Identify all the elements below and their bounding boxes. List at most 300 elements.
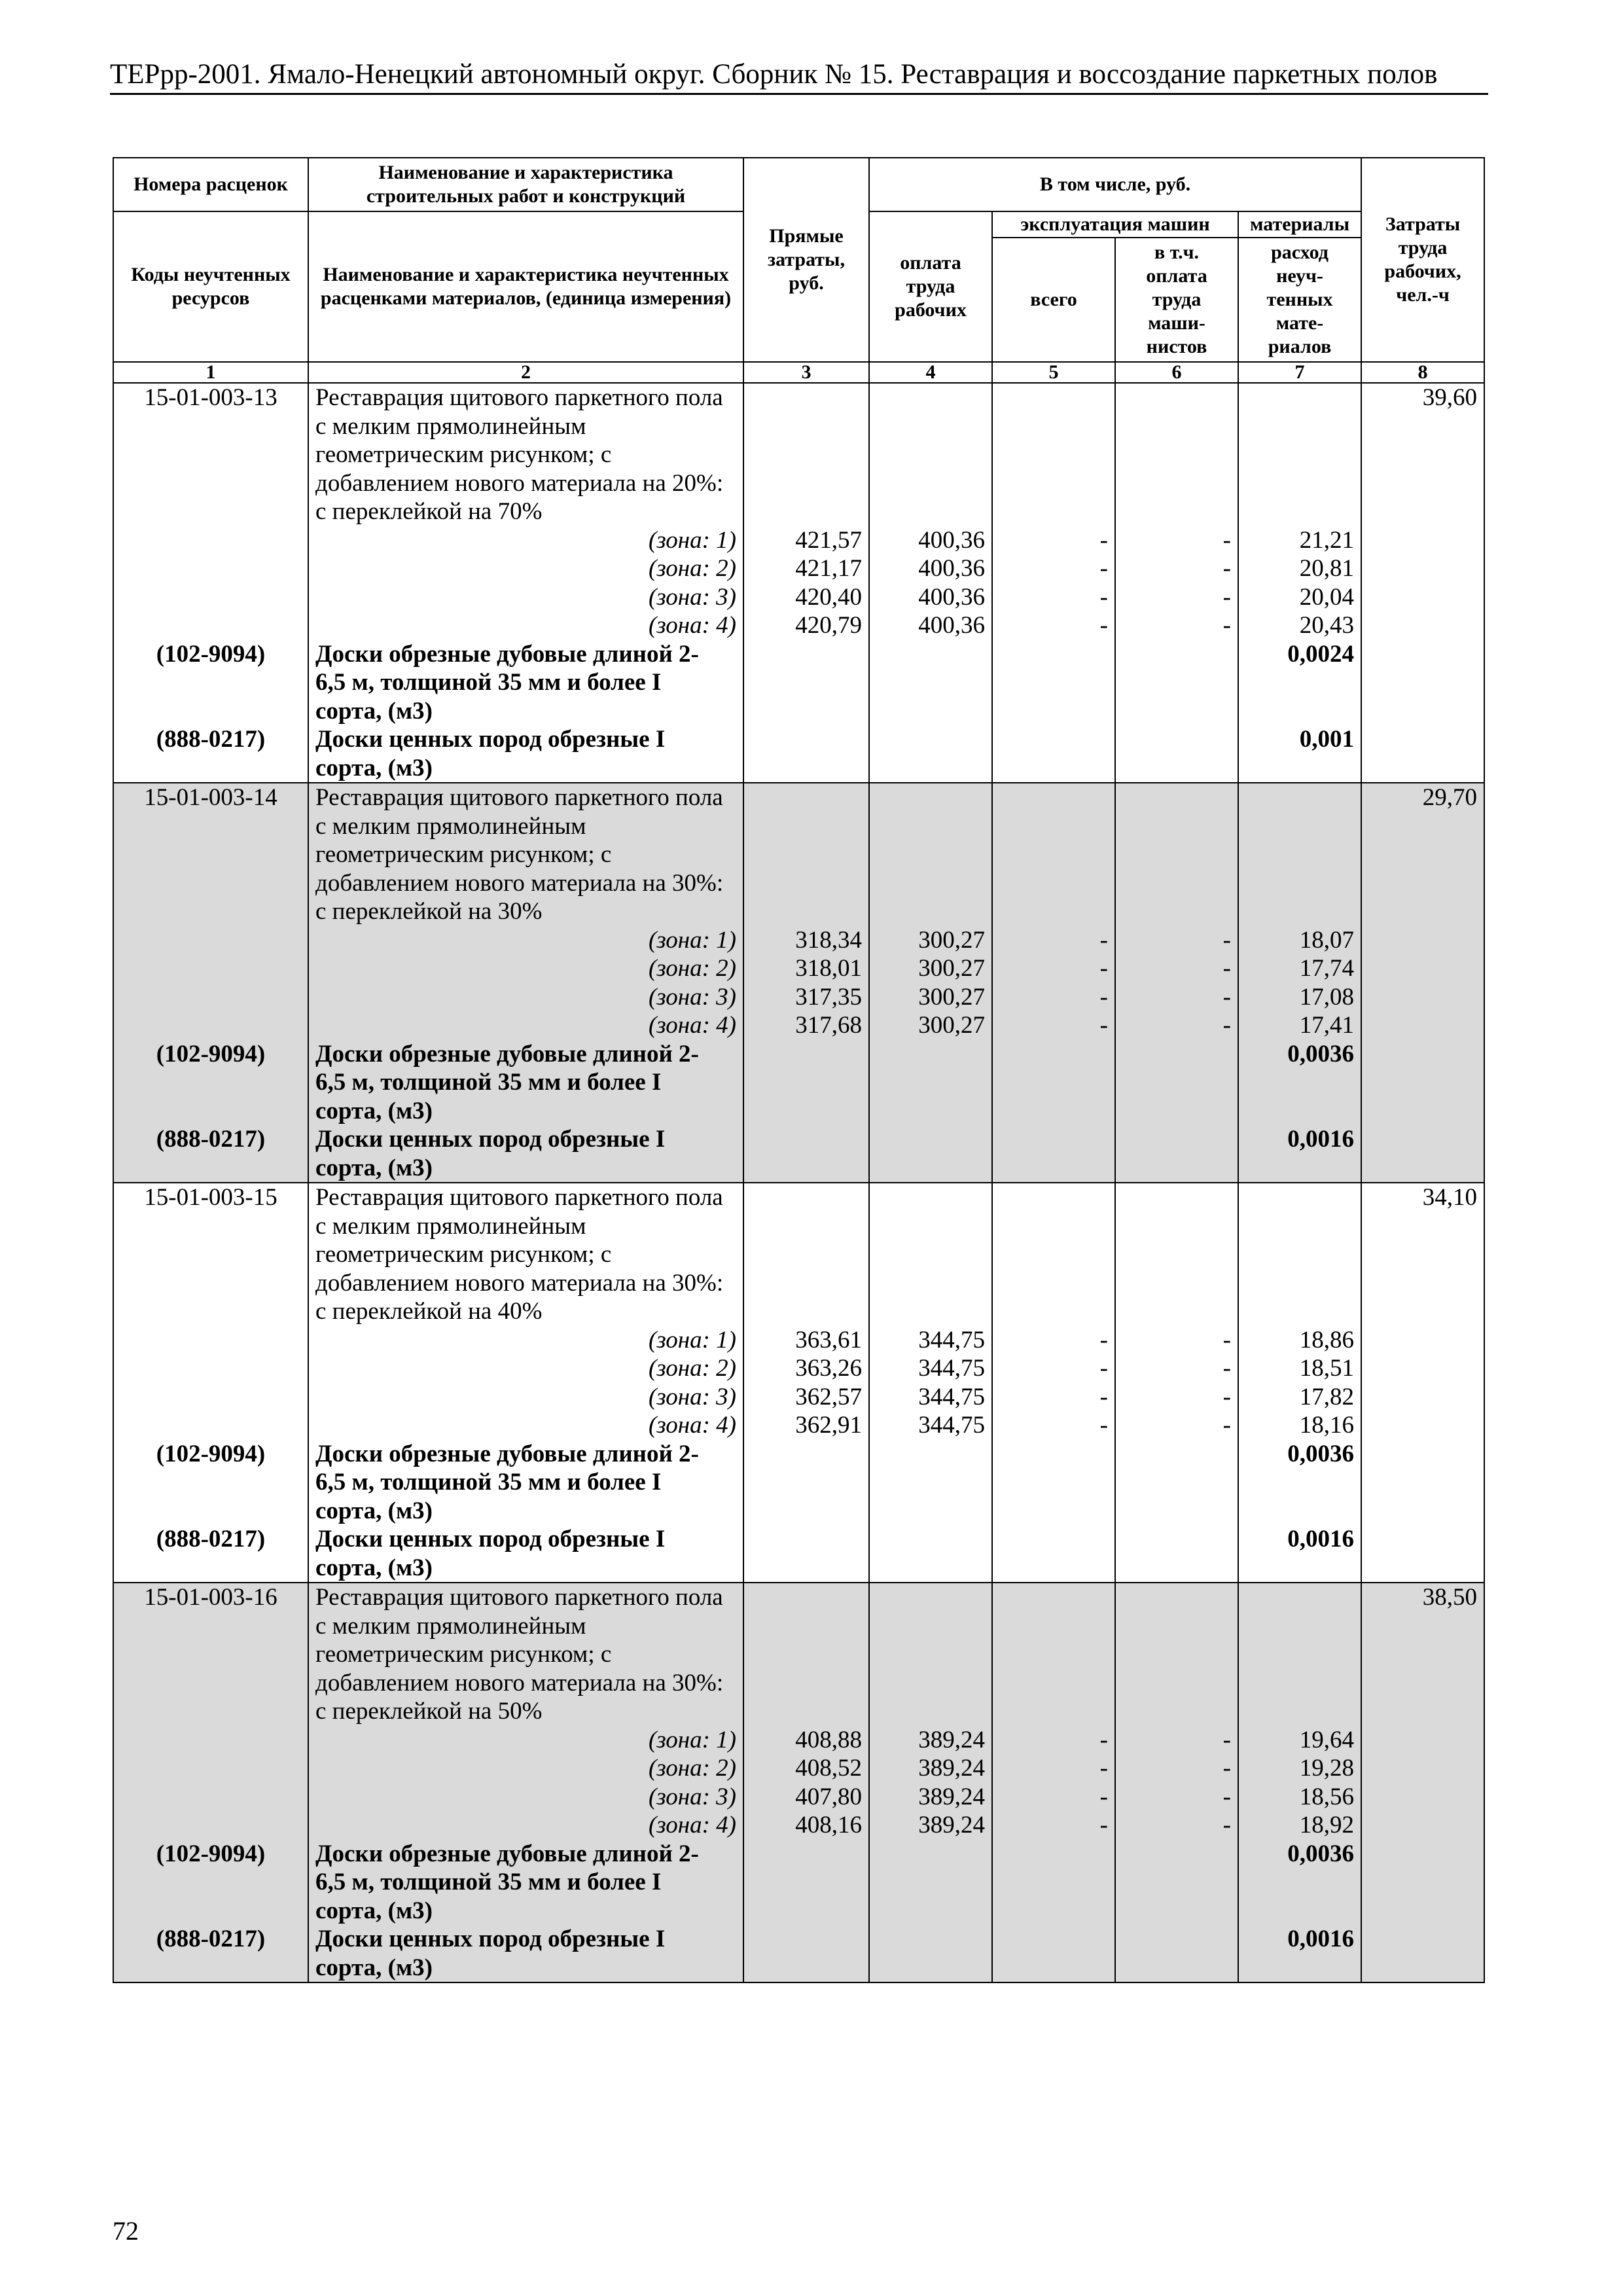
table-header	[113, 158, 1484, 383]
rate-description-line: геометрическим рисунком; с	[308, 840, 743, 869]
table-row	[113, 1669, 1484, 1698]
empty-cell	[1361, 1383, 1484, 1412]
materials: 17,41	[1238, 1011, 1361, 1040]
empty-cell	[1238, 840, 1361, 869]
materials: 18,86	[1238, 1326, 1361, 1355]
empty-cell	[992, 1925, 1115, 1954]
table-row	[113, 497, 1484, 526]
empty-cell	[992, 1440, 1115, 1469]
empty-cell	[113, 1612, 308, 1641]
table-row	[113, 1612, 1484, 1641]
empty-cell	[1115, 1669, 1238, 1698]
zone-row	[113, 1754, 1484, 1783]
empty-cell	[992, 1954, 1115, 1983]
resource-consumption: 0,0036	[1238, 1040, 1361, 1069]
machines-total: -	[992, 526, 1115, 555]
direct-costs: 421,17	[743, 554, 869, 583]
zone-row	[113, 954, 1484, 983]
empty-cell	[1115, 840, 1238, 869]
resource-name-line: сорта, (м3)	[308, 1897, 743, 1926]
resource-name-line: сорта, (м3)	[308, 1554, 743, 1583]
empty-cell	[992, 1068, 1115, 1097]
empty-cell	[1115, 640, 1238, 669]
column-number: 2	[308, 362, 743, 383]
empty-cell	[113, 1640, 308, 1669]
empty-cell	[1361, 440, 1484, 469]
empty-cell	[113, 1954, 308, 1983]
rate-code: 15-01-003-16	[113, 1583, 308, 1612]
direct-costs: 408,16	[743, 1811, 869, 1840]
resource-row	[113, 640, 1484, 669]
empty-cell	[1115, 1583, 1238, 1612]
empty-cell	[992, 1612, 1115, 1641]
rates-table	[113, 157, 1485, 1983]
empty-cell	[869, 1212, 992, 1241]
empty-cell	[113, 697, 308, 726]
empty-cell	[1361, 1640, 1484, 1669]
empty-cell	[1115, 1068, 1238, 1097]
zone-label: (зона: 3)	[308, 983, 743, 1012]
empty-cell	[1115, 697, 1238, 726]
empty-cell	[1238, 1297, 1361, 1326]
empty-cell	[743, 697, 869, 726]
materials: 18,56	[1238, 1783, 1361, 1812]
resource-row	[113, 1497, 1484, 1526]
resource-consumption: 0,0016	[1238, 1525, 1361, 1554]
resource-row	[113, 1840, 1484, 1869]
empty-cell	[1238, 1240, 1361, 1269]
empty-cell	[869, 412, 992, 441]
empty-cell	[869, 440, 992, 469]
direct-costs: 420,79	[743, 611, 869, 640]
empty-cell	[113, 554, 308, 583]
empty-cell	[1361, 1811, 1484, 1840]
direct-costs: 363,26	[743, 1354, 869, 1383]
materials: 18,51	[1238, 1354, 1361, 1383]
empty-cell	[743, 1240, 869, 1269]
empty-cell	[869, 1697, 992, 1726]
empty-cell	[1115, 1183, 1238, 1212]
materials: 20,04	[1238, 583, 1361, 612]
resource-row	[113, 1954, 1484, 1983]
empty-cell	[1115, 1440, 1238, 1469]
empty-cell	[869, 640, 992, 669]
resource-name-line: 6,5 м, толщиной 35 мм и более I	[308, 668, 743, 697]
resource-row	[113, 1925, 1484, 1954]
materials: 17,74	[1238, 954, 1361, 983]
zone-label: (зона: 2)	[308, 954, 743, 983]
resource-name-line: сорта, (м3)	[308, 1954, 743, 1983]
resource-row	[113, 1868, 1484, 1897]
empty-cell	[1115, 1497, 1238, 1526]
machinist-pay: -	[1115, 1754, 1238, 1783]
empty-cell	[1115, 1212, 1238, 1241]
empty-cell	[1361, 583, 1484, 612]
empty-cell	[869, 1669, 992, 1698]
resource-consumption: 0,0036	[1238, 1840, 1361, 1869]
direct-costs: 362,57	[743, 1383, 869, 1412]
empty-cell	[743, 1154, 869, 1183]
empty-cell	[1238, 1097, 1361, 1126]
empty-cell	[113, 1554, 308, 1583]
empty-cell	[1115, 897, 1238, 926]
empty-cell	[869, 1068, 992, 1097]
resource-name-line: Доски ценных пород обрезные I	[308, 725, 743, 754]
empty-cell	[1361, 812, 1484, 841]
resource-name-line: Доски обрезные дубовые длиной 2-	[308, 640, 743, 669]
empty-cell	[1361, 1554, 1484, 1583]
empty-cell	[743, 1925, 869, 1954]
resource-name-line: Доски ценных пород обрезные I	[308, 1125, 743, 1154]
resource-row	[113, 1040, 1484, 1069]
document-header: ТЕРрр-2001. Ямало-Ненецкий автономный округ. Сборник № 15. Реставрация и воссоздание паркетных полов	[110, 59, 1438, 90]
empty-cell	[869, 1612, 992, 1641]
worker-pay: 344,75	[869, 1411, 992, 1440]
resource-consumption: 0,0016	[1238, 1125, 1361, 1154]
worker-pay: 400,36	[869, 583, 992, 612]
resource-row	[113, 697, 1484, 726]
labor-costs: 29,70	[1361, 783, 1484, 812]
empty-cell	[869, 668, 992, 697]
materials: 18,16	[1238, 1411, 1361, 1440]
empty-cell	[1238, 440, 1361, 469]
empty-cell	[1361, 1697, 1484, 1726]
empty-cell	[1361, 1011, 1484, 1040]
worker-pay: 389,24	[869, 1783, 992, 1812]
empty-cell	[992, 812, 1115, 841]
machines-total: -	[992, 1783, 1115, 1812]
empty-cell	[869, 783, 992, 812]
column-number: 1	[113, 362, 308, 383]
machines-total: -	[992, 983, 1115, 1012]
machines-total: -	[992, 926, 1115, 955]
empty-cell	[992, 1240, 1115, 1269]
empty-cell	[992, 1183, 1115, 1212]
empty-cell	[743, 812, 869, 841]
empty-cell	[743, 1897, 869, 1926]
rate-block	[113, 1183, 1484, 1583]
empty-cell	[1238, 1468, 1361, 1497]
empty-cell	[743, 1497, 869, 1526]
empty-cell	[113, 1468, 308, 1497]
machines-total: -	[992, 1326, 1115, 1355]
empty-cell	[743, 754, 869, 783]
zone-label: (зона: 2)	[308, 554, 743, 583]
empty-cell	[1361, 1868, 1484, 1897]
zone-label: (зона: 2)	[308, 1754, 743, 1783]
empty-cell	[743, 840, 869, 869]
empty-cell	[992, 469, 1115, 498]
table-row	[113, 412, 1484, 441]
resource-name-line: Доски обрезные дубовые длиной 2-	[308, 1040, 743, 1069]
machinist-pay: -	[1115, 1354, 1238, 1383]
empty-cell	[743, 1468, 869, 1497]
zone-row	[113, 1411, 1484, 1440]
zone-label: (зона: 3)	[308, 583, 743, 612]
empty-cell	[869, 869, 992, 898]
empty-cell	[992, 1697, 1115, 1726]
zone-row	[113, 1326, 1484, 1355]
empty-cell	[1115, 469, 1238, 498]
worker-pay: 400,36	[869, 526, 992, 555]
worker-pay: 389,24	[869, 1726, 992, 1755]
empty-cell	[113, 1068, 308, 1097]
materials: 19,28	[1238, 1754, 1361, 1783]
empty-cell	[1361, 1840, 1484, 1869]
zone-label: (зона: 3)	[308, 1383, 743, 1412]
empty-cell	[1115, 1554, 1238, 1583]
empty-cell	[1115, 1954, 1238, 1983]
direct-costs: 408,52	[743, 1754, 869, 1783]
zone-row	[113, 983, 1484, 1012]
table-row	[113, 1212, 1484, 1241]
header-resource-codes: Коды неучтенных ресурсов	[113, 211, 308, 362]
materials: 20,81	[1238, 554, 1361, 583]
empty-cell	[113, 840, 308, 869]
empty-cell	[113, 1326, 308, 1355]
empty-cell	[113, 897, 308, 926]
rate-description-line: Реставрация щитового паркетного пола	[308, 383, 743, 412]
empty-cell	[1115, 1269, 1238, 1298]
empty-cell	[743, 1297, 869, 1326]
worker-pay: 300,27	[869, 1011, 992, 1040]
empty-cell	[743, 1583, 869, 1612]
column-number: 5	[992, 362, 1115, 383]
empty-cell	[743, 1125, 869, 1154]
table-row	[113, 840, 1484, 869]
empty-cell	[1361, 1440, 1484, 1469]
resource-row	[113, 668, 1484, 697]
empty-cell	[1238, 668, 1361, 697]
machines-total: -	[992, 1754, 1115, 1783]
rate-description-line: с переклейкой на 50%	[308, 1697, 743, 1726]
zone-row	[113, 1811, 1484, 1840]
resource-code: (888-0217)	[113, 1525, 308, 1554]
zone-label: (зона: 4)	[308, 611, 743, 640]
empty-cell	[113, 754, 308, 783]
empty-cell	[1361, 754, 1484, 783]
header-material-name: Наименование и характеристика неучтенных расценками материалов, (единица измерения)	[308, 211, 743, 362]
materials: 17,08	[1238, 983, 1361, 1012]
empty-cell	[1238, 1868, 1361, 1897]
empty-cell	[1361, 1783, 1484, 1812]
empty-cell	[1238, 783, 1361, 812]
resource-name-line: сорта, (м3)	[308, 697, 743, 726]
empty-cell	[1115, 1925, 1238, 1954]
resource-row	[113, 1154, 1484, 1183]
empty-cell	[1238, 1212, 1361, 1241]
resource-name-line: Доски обрезные дубовые длиной 2-	[308, 1840, 743, 1869]
direct-costs: 421,57	[743, 526, 869, 555]
empty-cell	[743, 869, 869, 898]
empty-cell	[992, 1125, 1115, 1154]
empty-cell	[1238, 1269, 1361, 1298]
empty-cell	[1361, 1525, 1484, 1554]
resource-code: (888-0217)	[113, 725, 308, 754]
empty-cell	[743, 668, 869, 697]
resource-code: (102-9094)	[113, 1040, 308, 1069]
rate-description-line: добавлением нового материала на 20%:	[308, 469, 743, 498]
rate-description-line: Реставрация щитового паркетного пола	[308, 1583, 743, 1612]
empty-cell	[113, 1154, 308, 1183]
labor-costs: 39,60	[1361, 383, 1484, 412]
empty-cell	[1361, 1240, 1484, 1269]
resource-code: (102-9094)	[113, 1840, 308, 1869]
zone-label: (зона: 4)	[308, 1411, 743, 1440]
empty-cell	[1361, 1897, 1484, 1926]
resource-name-line: 6,5 м, толщиной 35 мм и более I	[308, 1068, 743, 1097]
rate-description-line: геометрическим рисунком; с	[308, 1640, 743, 1669]
empty-cell	[1361, 1040, 1484, 1069]
zone-row	[113, 554, 1484, 583]
empty-cell	[743, 1669, 869, 1698]
empty-cell	[1115, 1154, 1238, 1183]
resource-consumption: 0,001	[1238, 725, 1361, 754]
worker-pay: 400,36	[869, 611, 992, 640]
machines-total: -	[992, 1726, 1115, 1755]
empty-cell	[113, 1354, 308, 1383]
empty-cell	[1238, 1697, 1361, 1726]
empty-cell	[1361, 1326, 1484, 1355]
empty-cell	[1361, 412, 1484, 441]
empty-cell	[992, 668, 1115, 697]
machines-total: -	[992, 1354, 1115, 1383]
empty-cell	[113, 1783, 308, 1812]
empty-cell	[743, 440, 869, 469]
resource-code: (888-0217)	[113, 1125, 308, 1154]
empty-cell	[1361, 1097, 1484, 1126]
empty-cell	[869, 1183, 992, 1212]
empty-cell	[992, 383, 1115, 412]
empty-cell	[869, 497, 992, 526]
resource-row	[113, 754, 1484, 783]
header-including: В том числе, руб.	[869, 158, 1361, 211]
column-number: 4	[869, 362, 992, 383]
empty-cell	[113, 1868, 308, 1897]
rate-description-line: Реставрация щитового паркетного пола	[308, 1183, 743, 1212]
empty-cell	[1361, 983, 1484, 1012]
empty-cell	[113, 497, 308, 526]
table-row	[113, 1183, 1484, 1212]
materials: 18,92	[1238, 1811, 1361, 1840]
machines-total: -	[992, 554, 1115, 583]
empty-cell	[992, 1097, 1115, 1126]
empty-cell	[743, 1525, 869, 1554]
empty-cell	[113, 926, 308, 955]
empty-cell	[743, 1954, 869, 1983]
empty-cell	[869, 383, 992, 412]
empty-cell	[113, 1811, 308, 1840]
empty-cell	[1361, 668, 1484, 697]
empty-cell	[113, 812, 308, 841]
zone-row	[113, 583, 1484, 612]
empty-cell	[992, 412, 1115, 441]
empty-cell	[869, 754, 992, 783]
zone-label: (зона: 4)	[308, 1811, 743, 1840]
worker-pay: 389,24	[869, 1811, 992, 1840]
empty-cell	[992, 1269, 1115, 1298]
empty-cell	[1361, 1468, 1484, 1497]
empty-cell	[1361, 526, 1484, 555]
empty-cell	[869, 1440, 992, 1469]
column-number: 7	[1238, 362, 1361, 383]
machines-total: -	[992, 1411, 1115, 1440]
empty-cell	[743, 897, 869, 926]
empty-cell	[1238, 1183, 1361, 1212]
empty-cell	[869, 1497, 992, 1526]
zone-label: (зона: 3)	[308, 1783, 743, 1812]
empty-cell	[1238, 897, 1361, 926]
zone-label: (зона: 4)	[308, 1011, 743, 1040]
rate-block	[113, 383, 1484, 783]
empty-cell	[1238, 1554, 1361, 1583]
zone-label: (зона: 1)	[308, 1326, 743, 1355]
resource-row	[113, 1125, 1484, 1154]
empty-cell	[113, 583, 308, 612]
empty-cell	[869, 812, 992, 841]
empty-cell	[869, 1583, 992, 1612]
rate-block	[113, 1583, 1484, 1982]
empty-cell	[743, 497, 869, 526]
machinist-pay: -	[1115, 1726, 1238, 1755]
empty-cell	[1238, 1612, 1361, 1641]
empty-cell	[1238, 754, 1361, 783]
empty-cell	[869, 840, 992, 869]
empty-cell	[1238, 1897, 1361, 1926]
header-rate-numbers: Номера расценок	[113, 158, 308, 211]
empty-cell	[1115, 440, 1238, 469]
empty-cell	[869, 1554, 992, 1583]
resource-name-line: Доски ценных пород обрезные I	[308, 1525, 743, 1554]
direct-costs: 363,61	[743, 1326, 869, 1355]
resource-row	[113, 1897, 1484, 1926]
direct-costs: 362,91	[743, 1411, 869, 1440]
machines-total: -	[992, 954, 1115, 983]
resource-row	[113, 1097, 1484, 1126]
empty-cell	[743, 412, 869, 441]
empty-cell	[113, 1011, 308, 1040]
empty-cell	[743, 469, 869, 498]
empty-cell	[1361, 1497, 1484, 1526]
empty-cell	[1238, 1640, 1361, 1669]
empty-cell	[1115, 783, 1238, 812]
empty-cell	[1238, 1154, 1361, 1183]
empty-cell	[113, 526, 308, 555]
empty-cell	[869, 1040, 992, 1069]
empty-cell	[1115, 1040, 1238, 1069]
empty-cell	[743, 1697, 869, 1726]
header-materials: материалы	[1238, 211, 1361, 238]
direct-costs: 317,35	[743, 983, 869, 1012]
resource-name-line: сорта, (м3)	[308, 754, 743, 783]
rate-description-line: добавлением нового материала на 30%:	[308, 1669, 743, 1698]
header-unaccounted-materials: расход неуч-тенных мате-риалов	[1238, 238, 1361, 362]
empty-cell	[1361, 1354, 1484, 1383]
empty-cell	[992, 1040, 1115, 1069]
empty-cell	[1115, 1897, 1238, 1926]
materials: 21,21	[1238, 526, 1361, 555]
empty-cell	[1115, 1640, 1238, 1669]
zone-label: (зона: 1)	[308, 1726, 743, 1755]
resource-name-line: 6,5 м, толщиной 35 мм и более I	[308, 1868, 743, 1897]
machines-total: -	[992, 1011, 1115, 1040]
header-worker-pay: оплата труда рабочих	[869, 211, 992, 362]
rate-description-line: геометрическим рисунком; с	[308, 440, 743, 469]
empty-cell	[743, 1554, 869, 1583]
empty-cell	[1115, 1240, 1238, 1269]
resource-row	[113, 1068, 1484, 1097]
empty-cell	[992, 783, 1115, 812]
